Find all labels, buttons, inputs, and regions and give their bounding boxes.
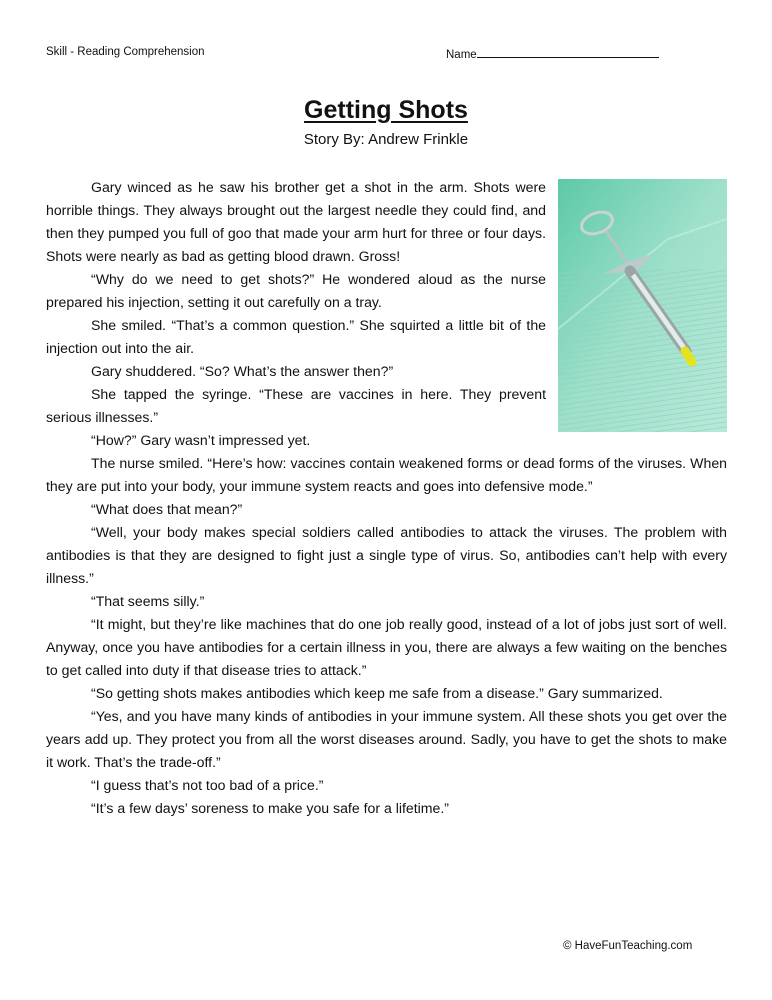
story-author: Story By: Andrew Frinkle [303,131,469,148]
paragraph: Gary shuddered. “So? What’s the answer then?” [91,363,394,379]
paragraph: “That seems silly.” [91,593,205,609]
paragraph: She tapped the syringe. “These are vaccines in here. They prevent serious illnesses.” [46,386,546,425]
skill-label: Skill - Reading Comprehension [46,46,205,58]
paragraph: She smiled. “That’s a common question.” She squirted a little bit of the injection out into the air. [46,317,546,356]
paragraph: “How?” Gary wasn’t impressed yet. [91,432,311,448]
name-field[interactable] [446,46,659,61]
name-line [477,46,659,58]
paragraph: “I guess that’s not too bad of a price.” [91,777,324,793]
paragraph: “What does that mean?” [91,501,243,517]
paragraph: “It’s a few days’ soreness to make you safe for a lifetime.” [91,800,449,816]
story-body [46,176,727,820]
paragraph: “So getting shots makes antibodies which keep me safe from a disease.” Gary summarized. [91,685,663,701]
syringe-image [558,179,727,432]
paragraph: “It might, but they’re like machines that do one job really good, instead of a lot of jobs just sort of well. Anyway, once you have antibodies for a certain illness in you, there are always a few waiting on the benches to get called into duty if that disease tries to attack.” [46,616,727,678]
paragraph: “Yes, and you have many kinds of antibodies in your immune system. All these shots you get over the years add up. They protect you from all the worst diseases around. Sadly, you have to get the shots to make it work. That’s the trade-off.” [46,708,727,770]
paragraph: “Well, your body makes special soldiers called antibodies to attack the viruses. The problem with antibodies is that they are designed to fight just a single type of virus. So, antibodies can’t help with every illness.” [46,524,727,586]
name-label: Name [446,49,477,61]
paragraph: The nurse smiled. “Here’s how: vaccines contain weakened forms or dead forms of the viruses. When they are put into your body, your immune system reacts and goes into defensive mode.” [46,455,727,494]
paragraph: Gary winced as he saw his brother get a shot in the arm. Shots were horrible things. They always brought out the largest needle they could find, and then they pumped you full of goo that made your arm hurt for three or four days. Shots were nearly as bad as getting blood drawn. Gross! [46,179,546,264]
copyright-footer: © HaveFunTeaching.com [563,940,693,952]
story-title: Getting Shots [304,96,468,124]
paragraph: “Why do we need to get shots?” He wondered aloud as the nurse prepared his injection, setting it out carefully on a tray. [46,271,546,310]
